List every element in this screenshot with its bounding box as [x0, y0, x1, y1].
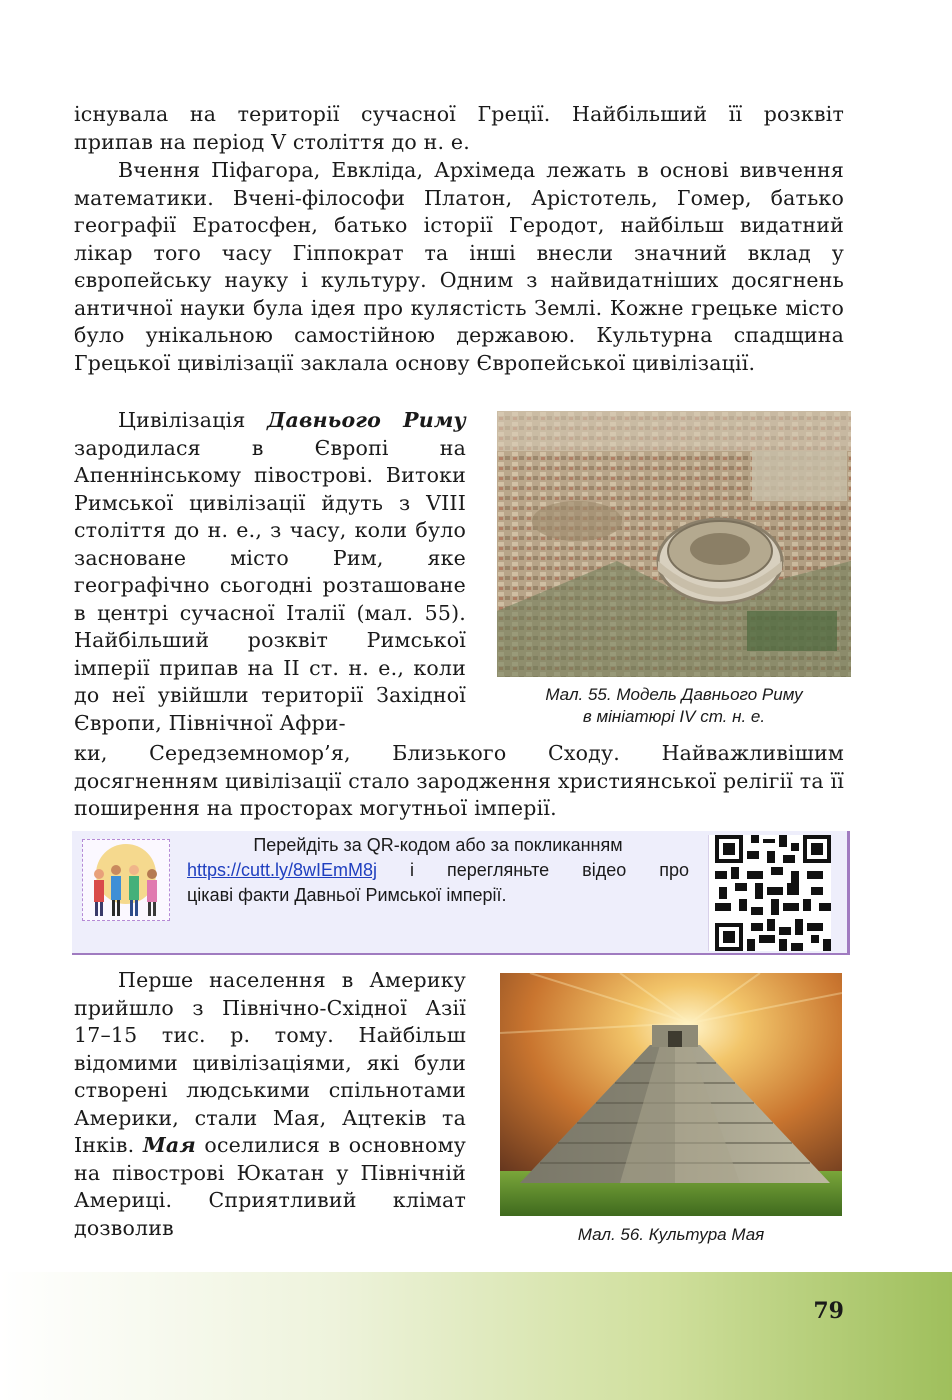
paragraph-rome-column	[74, 407, 466, 737]
caption-line: в мініатюрі IV ст. н. е.	[582, 707, 766, 726]
caption-line: Мал. 55. Модель Давнього Риму	[545, 685, 803, 704]
qr-text-line: і перегляньте відео про	[377, 860, 689, 880]
video-link[interactable]: https://cutt.ly/8wIEmM8j	[187, 860, 378, 880]
paragraph-greek-science: Вчення Піфагора, Евкліда, Архімеда лежать в основі вивчення математики. Вчені-філософи Платон, Арістотель, Гомер, батько географії Ератосфен, батько історії Геродот, найбільш видатний лікар того часу Гіппократ та інші внесли значний вклад у європейську науку і культуру. Одним з найвидатніших досягнень античної науки була ідея про кулястість Землі. Кожне грецьке місто було унікальною самостійною державою. Культурна спадщина Грецької цивілізації заклала основу Європейської цивілізації.	[74, 158, 844, 375]
text-run: Перше населення в Америку прийшло з Північно-Східної Азії 17–15 тис. р. тому. Найбільш відомими цивілізаціями, які були створені людськими спільнотами Америки, стали Мая, Ацтеків та Інків.	[74, 968, 466, 1157]
text-line: припав на період V століття до н. е.	[74, 129, 470, 154]
figure-56-caption: Мал. 56. Культура Мая	[577, 1225, 765, 1244]
rome-model-illustration	[497, 411, 851, 677]
figure-55-caption	[497, 684, 851, 728]
qr-text-line: Перейдіть за QR-кодом або за покликанням	[253, 835, 623, 855]
qr-text-line: цікаві факти Давньої Римської імперії.	[187, 885, 507, 905]
term-ancient-rome: Давнього Риму	[267, 408, 466, 432]
qr-info-box	[72, 831, 850, 955]
people-icon	[83, 840, 169, 920]
qr-code-icon	[713, 835, 833, 951]
figure-rome-model-image	[497, 411, 851, 677]
page-footer-band	[0, 1272, 952, 1400]
paragraph-rome-continuation: ки, Середземномор’я, Близького Сходу. Найважливішим досягненням цивілізації стало зародження християнської релігії та її поширення на просторах могутньої імперії.	[74, 741, 844, 820]
people-illustration	[82, 839, 170, 921]
term-maya: Мая	[142, 1133, 196, 1157]
qr-instructions	[187, 833, 689, 908]
maya-pyramid-illustration	[500, 973, 842, 1216]
qr-code[interactable]	[708, 835, 829, 951]
text-line: існувала на території сучасної Греції. Найбільший її розквіт	[74, 102, 844, 126]
page-number: 79	[813, 1298, 844, 1324]
figure-maya-pyramid-image	[500, 973, 842, 1216]
paragraph-america	[74, 967, 466, 1242]
text-run: Цивілізація	[118, 408, 268, 432]
paragraph-greece-end	[74, 101, 844, 156]
text-run: оселилися в основному на півострові Юкатан у Північній Америці. Сприятливий клімат дозволив	[74, 1133, 466, 1240]
text-run: зародилася в Європі на Апеннінському півострові. Витоки Римської цивілізації йдуть з VIII століття до н. е., з часу, коли було засноване місто Рим, яке географічно сьогодні розташоване в центрі сучасної Італії (мал. 55). Найбільший розквіт Римської імперії припав на II ст. н. е., коли до неї увійшли території Західної Європи, Північної Афри-	[74, 435, 466, 735]
